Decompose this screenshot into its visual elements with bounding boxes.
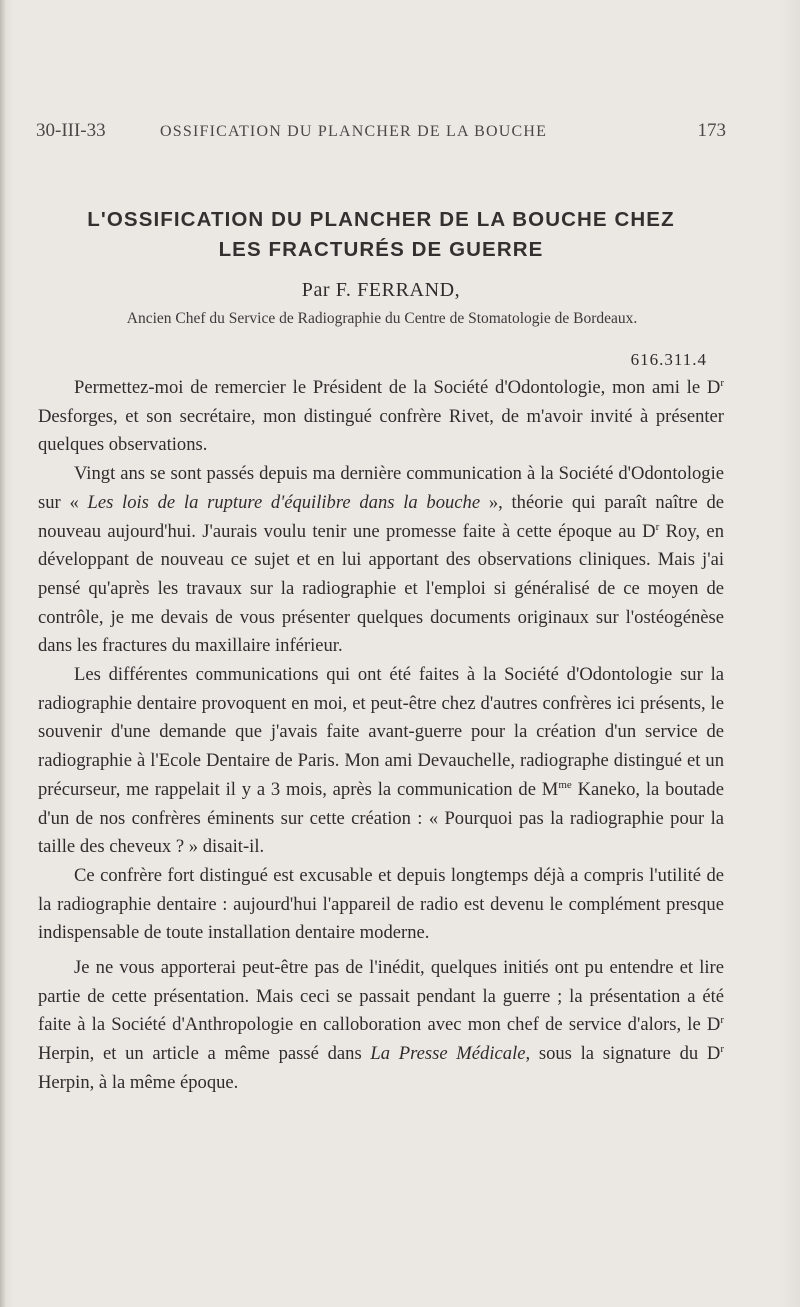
author-affiliation: Ancien Chef du Service de Radiographie du Centre de Stomatologie de Bordeaux.: [126, 310, 638, 327]
paragraph-5-text-c: , sous la signature du D: [525, 1043, 721, 1065]
superscript: r: [655, 520, 660, 533]
paragraph-5: [38, 954, 724, 1098]
paragraph-1-text-b: Desforges, et son secrétaire, mon distingué confrère Rivet, de m'avoir invité à présenter quelques observations.: [38, 405, 724, 456]
superscript: r: [720, 1043, 724, 1056]
article-title-line-1: L'OSSIFICATION DU PLANCHER DE LA BOUCHE CHEZ: [87, 208, 675, 231]
paragraph-2-text-c: Roy, en développant de nouveau ce sujet et en lui apportant des observations cliniques. Mais j'ai pensé qu'après les travaux sur la radiographie et l'emploi si généralisé de ce moyen de contrôle, je me devais de vous présenter quelques documents originaux sur l'ostéogénèse dans les fractures du maxillaire inférieur.: [38, 520, 724, 657]
article-title: [40, 205, 722, 265]
book-spine-shadow: [0, 0, 6, 1307]
paragraph-2: [38, 460, 724, 661]
paragraph-1: [38, 374, 724, 460]
paragraph-3: [38, 661, 724, 862]
paragraph-3-text-b: Kaneko, la boutade d'un de nos confrères éminents sur cette création : « Pourquoi pas la radiographie pour la taille des cheveux ? » disait-il.: [38, 778, 724, 858]
paragraph-2-text-a: Vingt ans se sont passés depuis ma dernière communication à la Société d'Odontologie sur «: [38, 463, 724, 513]
superscript: r: [720, 377, 724, 389]
page-number: 173: [697, 120, 726, 141]
superscript: me: [558, 778, 572, 791]
paragraph-5-text-d: Herpin, à la même époque.: [38, 1071, 239, 1093]
paragraph-4: [38, 862, 724, 948]
paragraph-1-text-a: Permettez-moi de remercier le Président de la Société d'Odontologie, mon ami le D: [74, 377, 721, 398]
superscript: r: [720, 1014, 724, 1027]
running-head: [36, 118, 726, 148]
author-byline: Par F. FERRAND,: [301, 279, 461, 301]
paragraph-5-text-b: Herpin, et un article a même passé dans: [38, 1043, 371, 1065]
classification-number: 616.311.4: [630, 350, 707, 369]
article-body: [38, 374, 724, 1098]
cited-title: Les lois de la rupture d'équilibre dans la bouche: [87, 491, 481, 513]
article-title-line-2: LES FRACTURÉS DE GUERRE: [218, 238, 544, 261]
running-title: OSSIFICATION DU PLANCHER DE LA BOUCHE: [160, 123, 548, 140]
issue-date: 30-III-33: [36, 120, 106, 141]
paragraph-3-text-a: Les différentes communications qui ont été faites à la Société d'Odontologie sur la radiographie dentaire provoquent en moi, et peut-être chez d'autres confrères ici présents, le souvenir d'une demande que j'avais faite avant-guerre pour la création d'un service de radiographie à l'Ecole Dentaire de Paris. Mon ami Devauchelle, radiographe distingué et un précurseur, me rappelait il y a 3 mois, après la communication de M: [38, 664, 724, 800]
paragraph-5-text-a: Je ne vous apporterai peut-être pas de l'inédit, quelques initiés ont pu entendre et lire partie de cette présentation. Mais ceci se passait pendant la guerre ; la présentation a été faite à la Société d'Anthropologie en calloboration avec mon chef de service d'alors, le D: [38, 957, 724, 1036]
cited-journal: La Presse Médicale: [370, 1043, 526, 1065]
paragraph-2-text-b: », théorie qui paraît naître de nouveau aujourd'hui. J'aurais voulu tenir une promesse faite à cette époque au D: [38, 491, 725, 542]
paragraph-4-text: Ce confrère fort distingué est excusable et depuis longtemps déjà a compris l'utilité de la radiographie dentaire : aujourd'hui l'appareil de radio est devenu le complément presque indispensable de toute installation dentaire moderne.: [38, 864, 724, 944]
